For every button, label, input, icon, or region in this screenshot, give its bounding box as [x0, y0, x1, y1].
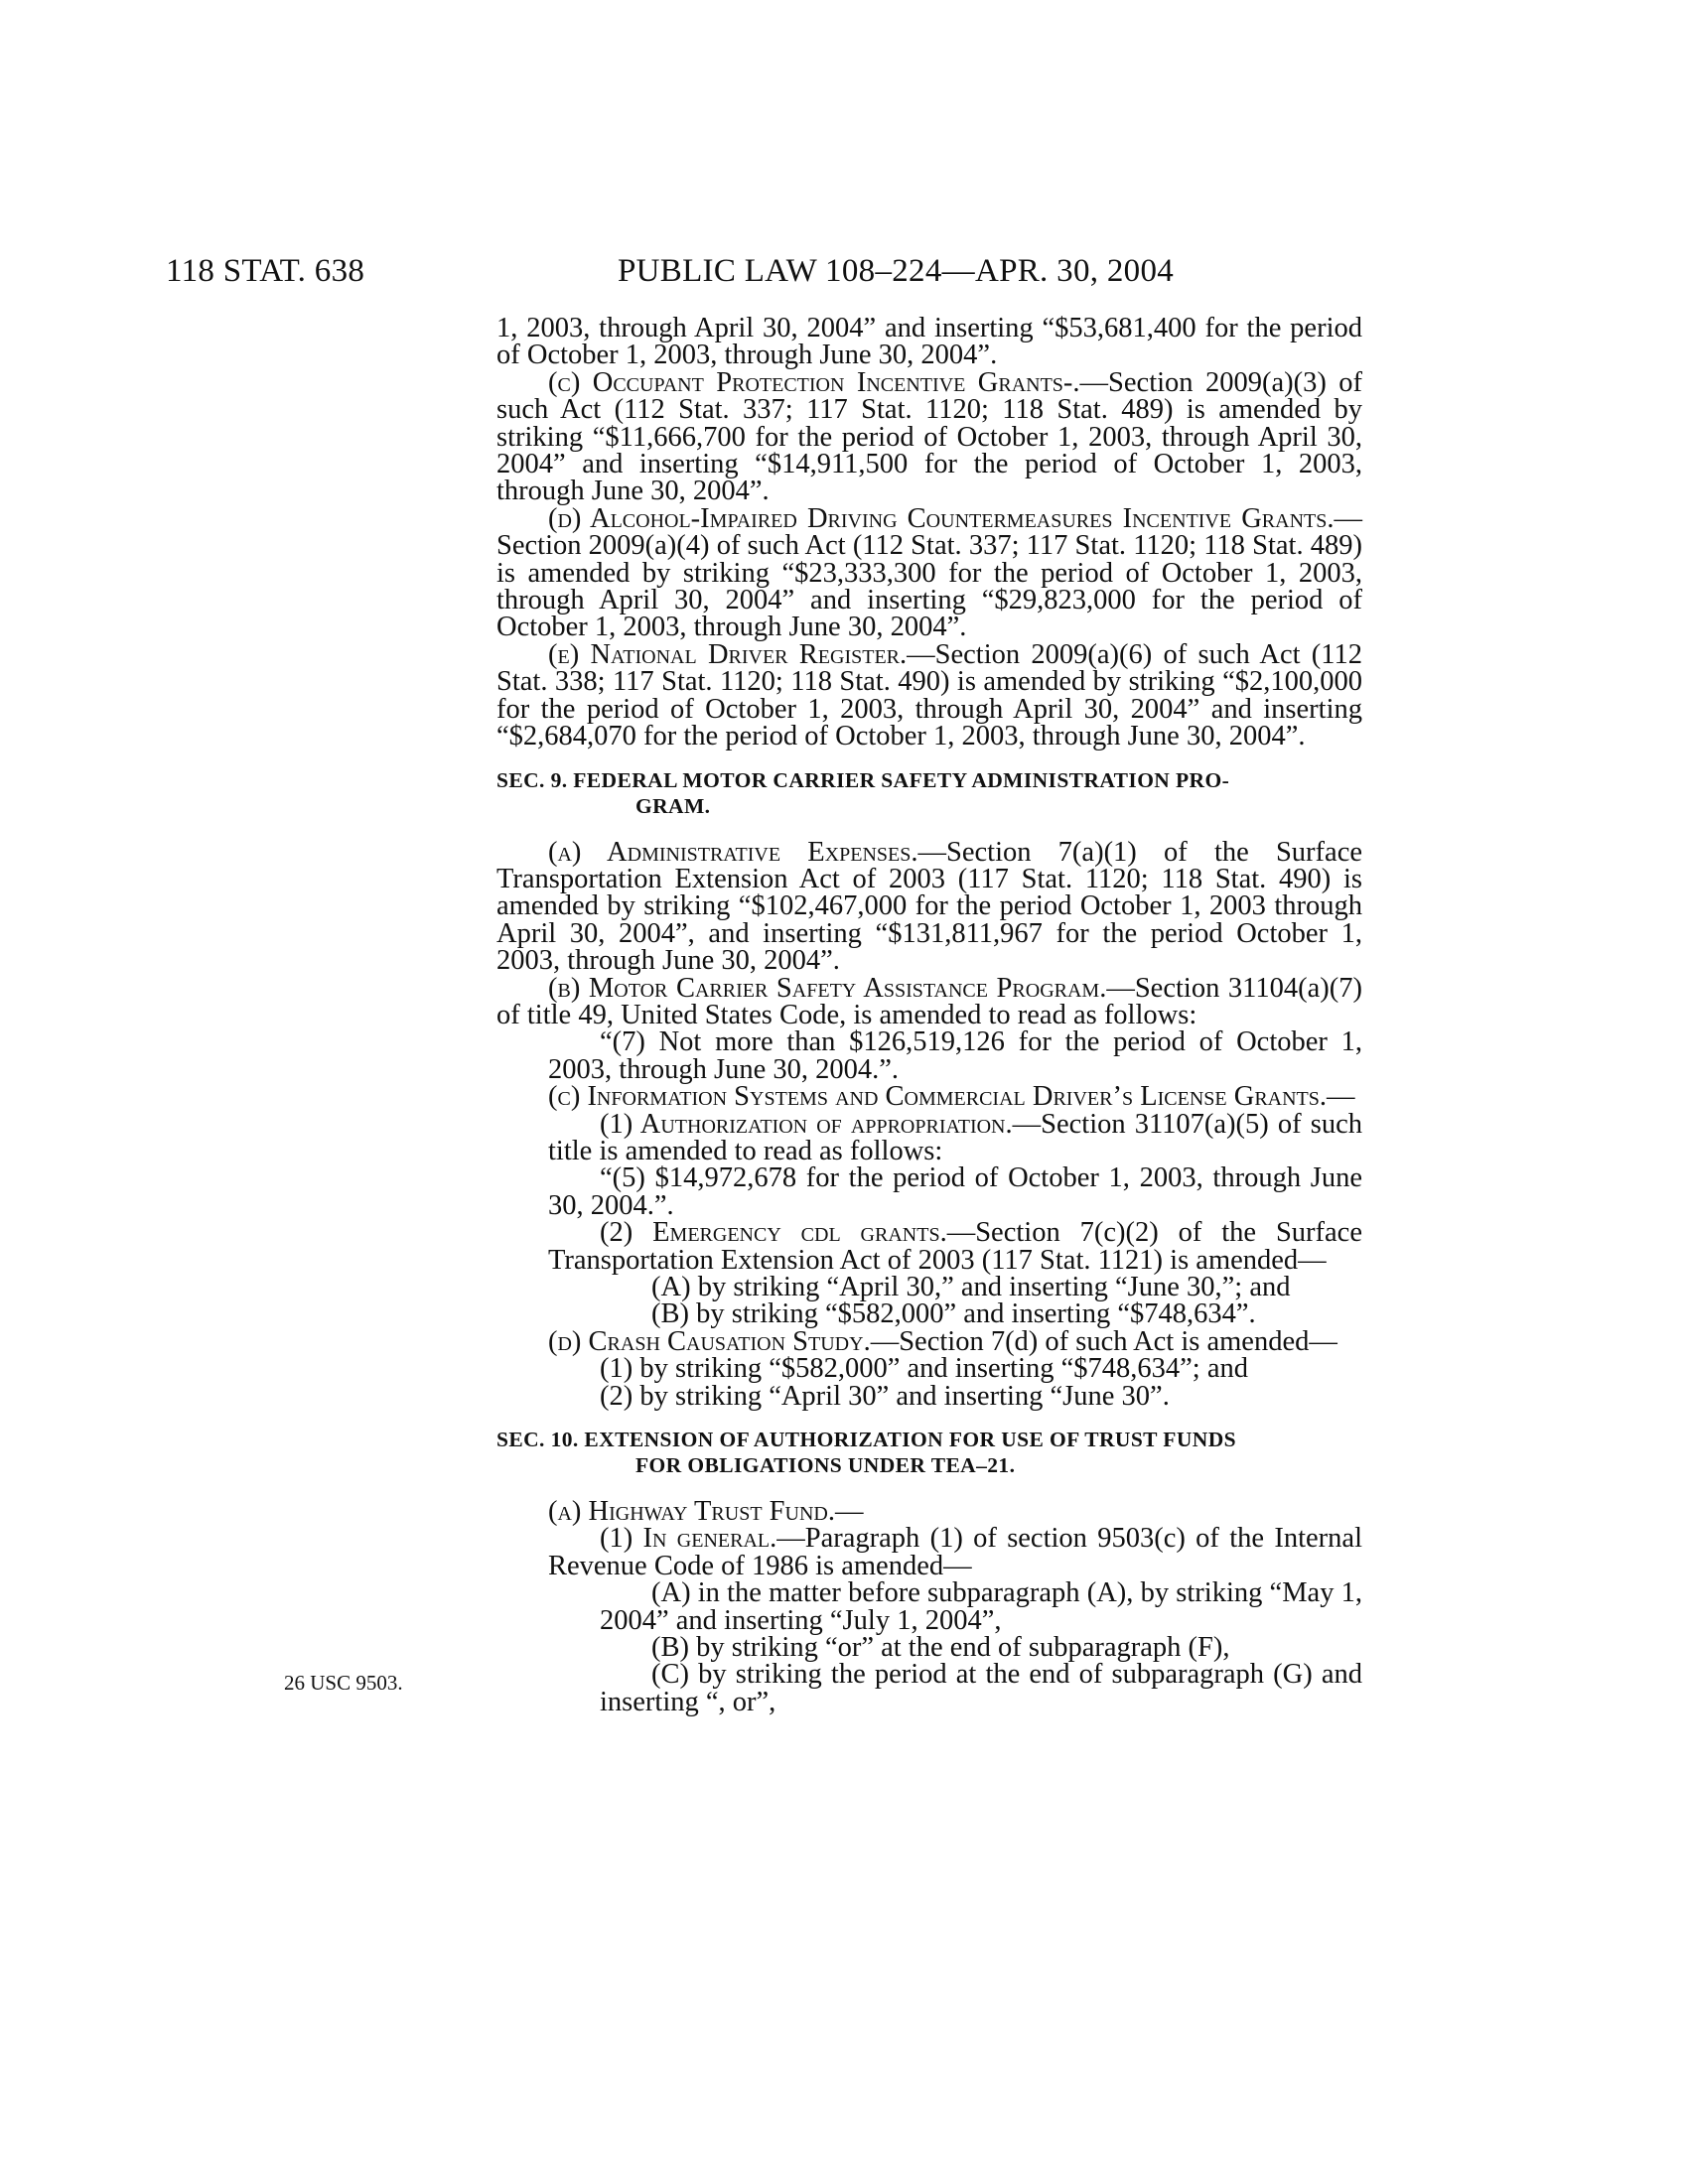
section-10-heading-line2: FOR OBLIGATIONS UNDER TEA–21. — [635, 1453, 1016, 1478]
section-9-a-heading: (a) Administrative Expenses. — [548, 836, 918, 868]
section-9-c-2-text: —Section 7(c)(2) of the Surface Transportation Extension Act of 2003 (117 Stat. 1121) is amended— — [548, 1217, 1362, 1276]
section-9-d-heading: (d) Crash Causation Study. — [548, 1325, 871, 1357]
section-9-c-text: — — [1327, 1081, 1355, 1113]
section-9-c-2-B: (B) by striking “$582,000” and inserting “$748,634”. — [651, 1298, 1256, 1330]
section-10-a-1-B: (B) by striking “or” at the end of subparagraph (F), — [651, 1632, 1230, 1664]
paragraph-e — [496, 638, 1362, 752]
page-header-title: PUBLIC LAW 108–224—APR. 30, 2004 — [618, 253, 1175, 289]
margin-note-usc: 26 USC 9503. — [284, 1671, 403, 1695]
section-9-c-2-A: (A) by striking “April 30,” and inserting “June 30,”; and — [651, 1272, 1291, 1302]
section-9-c-heading: (c) Information Systems and Commercial Driver’s License Grants. — [548, 1081, 1328, 1113]
section-10-a-text: — — [834, 1496, 864, 1528]
section-10-a-1-A: (A) in the matter before subparagraph (A), by striking “May 1, 2004” and inserting “July 1, 2004”, — [600, 1577, 1362, 1636]
section-9-d-text: —Section 7(d) of such Act is amended— — [870, 1325, 1337, 1357]
paragraph-c-heading: (c) Occupant Protection Incentive Grants-. — [548, 366, 1080, 398]
section-9-c-1-heading: (1) Authorization of appropriation. — [600, 1108, 1013, 1140]
paragraph-d-text: —Section 2009(a)(4) of such Act (112 Stat. 337; 117 Stat. 1120; 118 Stat. 489) is amended by striking “$23,333,300 for the period of October 1, 2003, through April 30, 2004” and inserting “$29,823,000 for the period of October 1, 2003, through June 30, 2004”. — [496, 502, 1362, 643]
paragraph-e-text: —Section 2009(a)(6) of such Act (112 Stat. 338; 117 Stat. 1120; 118 Stat. 490) is amended by striking “$2,100,000 for the period of October 1, 2003, through April 30, 2004” and inserting “$2,684,070 for the period of October 1, 2003, through June 30, 2004”. — [496, 638, 1362, 752]
section-10-a-1-heading: (1) In general. — [600, 1523, 777, 1555]
paragraph-d — [496, 502, 1362, 643]
section-9-b — [496, 972, 1362, 1030]
section-9-b-heading: (b) Motor Carrier Safety Assistance Program. — [548, 972, 1107, 1004]
section-9-c-2 — [496, 1219, 1362, 1274]
section-9-heading-line1: SEC. 9. FEDERAL MOTOR CARRIER SAFETY ADMINISTRATION PRO- — [496, 767, 1230, 792]
section-10-a-1-C: (C) by striking the period at the end of subparagraph (G) and inserting “, or”, — [600, 1659, 1362, 1717]
section-10-a-heading: (a) Highway Trust Fund. — [548, 1496, 835, 1528]
section-9-a — [496, 836, 1362, 977]
section-9-d — [496, 1325, 1362, 1357]
section-9-heading-line2: GRAM. — [635, 793, 711, 818]
paragraph-e-heading: (e) National Driver Register. — [548, 638, 908, 670]
section-9-c-1-text: —Section 31107(a)(5) of such title is amended to read as follows: — [548, 1108, 1362, 1166]
section-9-b-text: —Section 31104(a)(7) of title 49, United States Code, is amended to read as follows: — [496, 972, 1362, 1030]
section-9-a-text: —Section 7(a)(1) of the Surface Transportation Extension Act of 2003 (117 Stat. 1120; 118 Stat. 490) is amended by striking “$102,467,000 for the period October 1, 2003 through April 30, 2004”, and inserting “$131,811,967 for the period October 1, 2003, through June 30, 2004”. — [496, 836, 1362, 977]
paragraph-d-heading: (d) Alcohol-Impaired Driving Countermeasures Incentive Grants. — [548, 502, 1335, 534]
section-9-c-2-heading: (2) Emergency cdl grants. — [600, 1217, 947, 1249]
section-9-d-1: (1) by striking “$582,000” and inserting “$748,634”; and — [600, 1353, 1248, 1385]
section-10-a-1 — [496, 1525, 1362, 1579]
section-9-c-1 — [496, 1108, 1362, 1166]
page-citation: 118 STAT. 638 — [166, 253, 365, 289]
section-9-d-2: (2) by striking “April 30” and inserting “June 30”. — [600, 1380, 1170, 1412]
section-9-b-quote: “(7) Not more than $126,519,126 for the period of October 1, 2003, through June 30, 2004.”. — [548, 1026, 1362, 1085]
section-9-heading — [496, 767, 1362, 819]
section-9-c-1-quote: “(5) $14,972,678 for the period of October 1, 2003, through June 30, 2004.”. — [548, 1162, 1362, 1221]
document-body — [496, 315, 1362, 1715]
section-10-heading — [496, 1427, 1362, 1478]
section-10-a — [496, 1496, 1362, 1528]
section-10-a-1-text: —Paragraph (1) of section 9503(c) of the Internal Revenue Code of 1986 is amended— — [548, 1523, 1362, 1581]
section-10-heading-line1: SEC. 10. EXTENSION OF AUTHORIZATION FOR USE OF TRUST FUNDS — [496, 1428, 1236, 1452]
paragraph-continued: 1, 2003, through April 30, 2004” and inserting “$53,681,400 for the period of October 1, 2003, through June 30, 2004”. — [496, 313, 1362, 371]
paragraph-c-text: —Section 2009(a)(3) of such Act (112 Stat. 337; 117 Stat. 1120; 118 Stat. 489) is amended by striking “$11,666,700 for the period of October 1, 2003, through April 30, 2004” and inserting “$14,911,500 for the period of October 1, 2003, through June 30, 2004”. — [496, 366, 1362, 507]
section-9-c — [496, 1081, 1362, 1113]
paragraph-c — [496, 366, 1362, 507]
